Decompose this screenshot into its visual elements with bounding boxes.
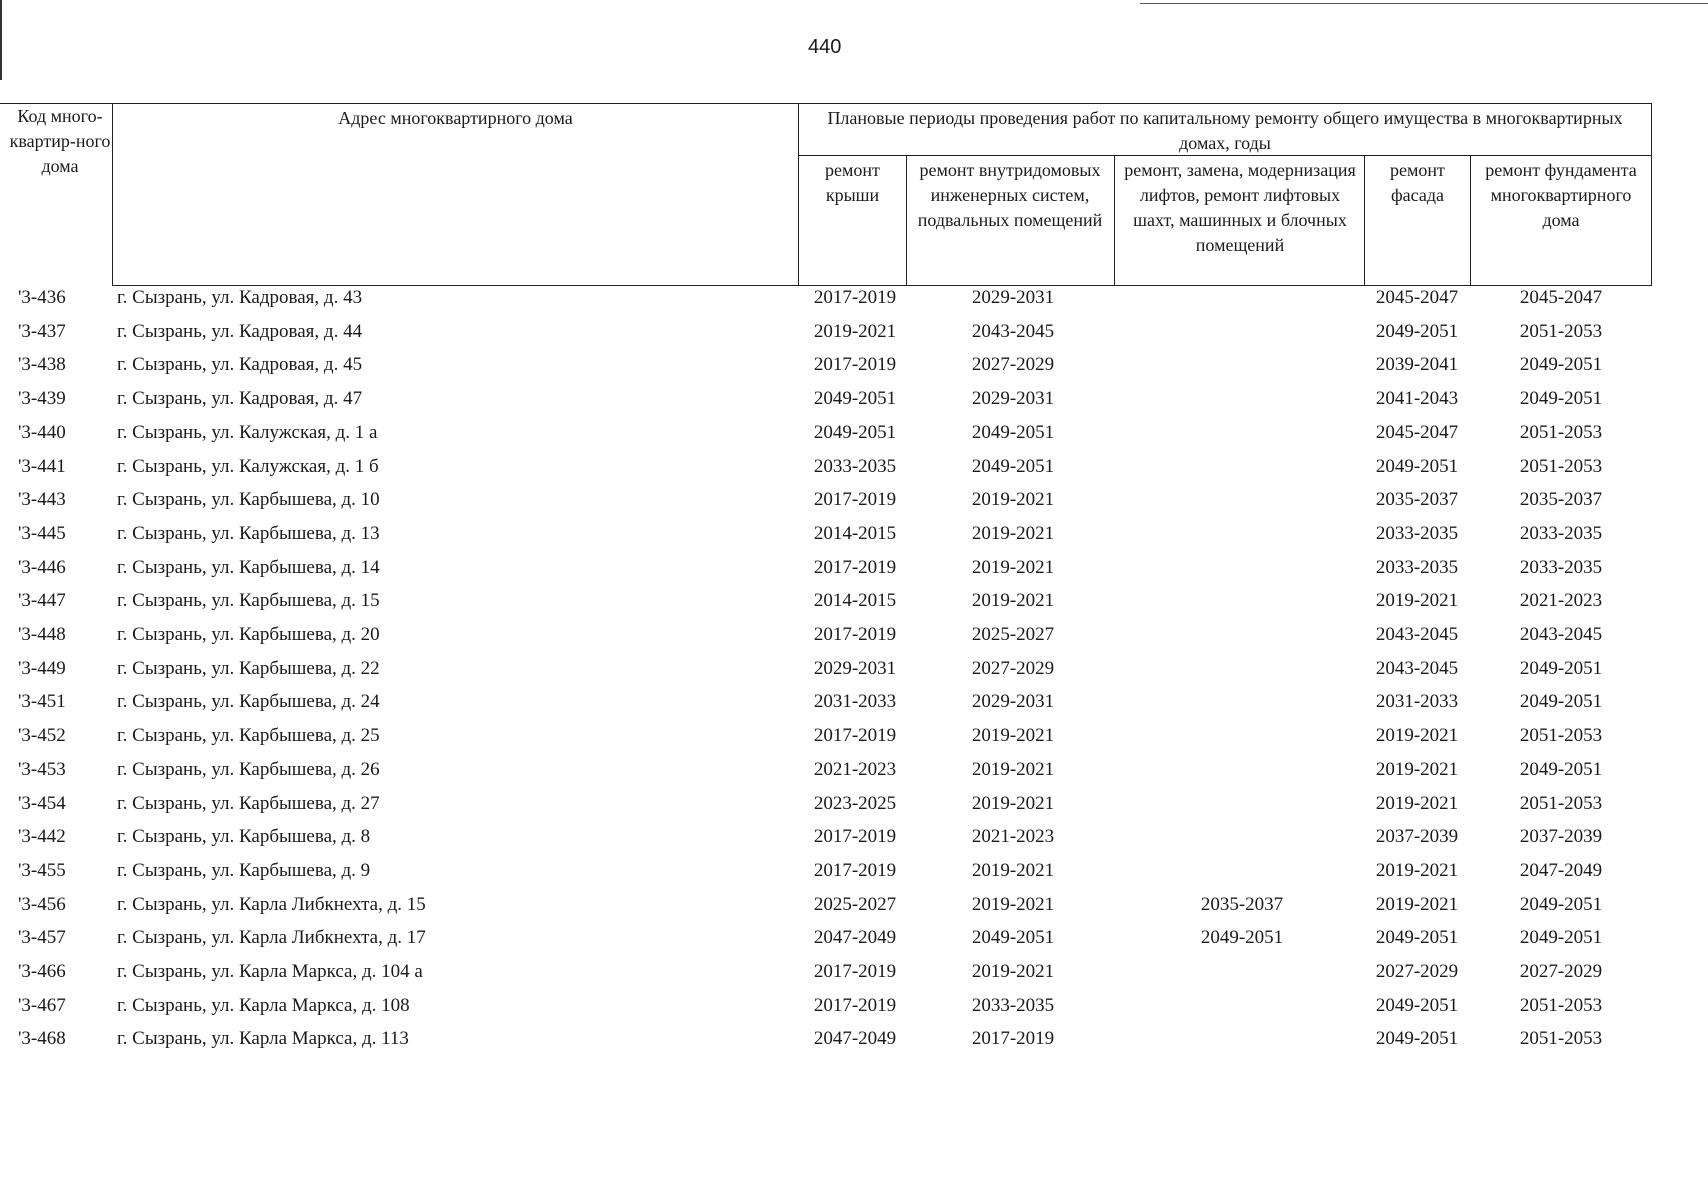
cell-code: '3-441 (18, 456, 66, 477)
cell-roof: 2021-2023 (813, 759, 897, 780)
cell-roof: 2049-2051 (813, 422, 897, 443)
cell-roof: 2049-2051 (813, 388, 897, 409)
cell-foundation: 2051-2053 (1519, 321, 1603, 342)
cell-roof: 2033-2035 (813, 456, 897, 477)
cell-facade: 2041-2043 (1375, 388, 1459, 409)
cell-engineering: 2033-2035 (971, 995, 1055, 1016)
cell-address: г. Сызрань, ул. Карбышева, д. 14 (117, 557, 380, 578)
scan-edge-top (1140, 3, 1708, 4)
cell-foundation: 2035-2037 (1519, 489, 1603, 510)
cell-roof: 2017-2019 (813, 557, 897, 578)
cell-code: '3-448 (18, 624, 66, 645)
header-foundation: ремонт фундамента многоквартирного дома (1485, 160, 1637, 230)
cell-foundation: 2049-2051 (1519, 759, 1603, 780)
cell-engineering: 2029-2031 (971, 287, 1055, 308)
cell-address: г. Сызрань, ул. Карла Либкнехта, д. 15 (117, 894, 426, 915)
cell-address: г. Сызрань, ул. Карбышева, д. 27 (117, 793, 380, 814)
cell-code: '3-440 (18, 422, 66, 443)
cell-engineering: 2019-2021 (971, 557, 1055, 578)
cell-code: '3-443 (18, 489, 66, 510)
cell-code: '3-447 (18, 590, 66, 611)
cell-roof: 2017-2019 (813, 624, 897, 645)
cell-roof: 2029-2031 (813, 658, 897, 679)
cell-engineering: 2027-2029 (971, 354, 1055, 375)
cell-foundation: 2051-2053 (1519, 422, 1603, 443)
cell-address: г. Сызрань, ул. Карла Либкнехта, д. 17 (117, 927, 426, 948)
cell-foundation: 2037-2039 (1519, 826, 1603, 847)
cell-facade: 2043-2045 (1375, 624, 1459, 645)
cell-facade: 2019-2021 (1375, 860, 1459, 881)
header-elevators: ремонт, замена, модернизация лифтов, ремонт лифтовых шахт, машинных и блочных помещений (1124, 160, 1356, 255)
header-periods-group: Плановые периоды проведения работ по капитальному ремонту общего имущества в многоквартирных домах, годы (827, 108, 1623, 153)
cell-code: '3-454 (18, 793, 66, 814)
cell-roof: 2025-2027 (813, 894, 897, 915)
cell-foundation: 2033-2035 (1519, 523, 1603, 544)
cell-facade: 2049-2051 (1375, 927, 1459, 948)
cell-address: г. Сызрань, ул. Карбышева, д. 20 (117, 624, 380, 645)
cell-facade: 2019-2021 (1375, 725, 1459, 746)
cell-roof: 2019-2021 (813, 321, 897, 342)
cell-elevators: 2049-2051 (1200, 927, 1284, 948)
cell-facade: 2019-2021 (1375, 894, 1459, 915)
cell-engineering: 2029-2031 (971, 388, 1055, 409)
cell-foundation: 2045-2047 (1519, 287, 1603, 308)
cell-code: '3-451 (18, 691, 66, 712)
cell-foundation: 2043-2045 (1519, 624, 1603, 645)
cell-address: г. Сызрань, ул. Карбышева, д. 24 (117, 691, 380, 712)
cell-address: г. Сызрань, ул. Карла Маркса, д. 113 (117, 1028, 409, 1049)
cell-foundation: 2027-2029 (1519, 961, 1603, 982)
cell-roof: 2023-2025 (813, 793, 897, 814)
cell-roof: 2017-2019 (813, 287, 897, 308)
cell-foundation: 2049-2051 (1519, 927, 1603, 948)
cell-code: '3-437 (18, 321, 66, 342)
header-facade: ремонт фасада (1390, 160, 1445, 205)
cell-facade: 2037-2039 (1375, 826, 1459, 847)
cell-code: '3-452 (18, 725, 66, 746)
cell-roof: 2017-2019 (813, 995, 897, 1016)
cell-engineering: 2049-2051 (971, 422, 1055, 443)
cell-address: г. Сызрань, ул. Кадровая, д. 43 (117, 287, 363, 308)
cell-engineering: 2025-2027 (971, 624, 1055, 645)
cell-foundation: 2033-2035 (1519, 557, 1603, 578)
cell-engineering: 2019-2021 (971, 489, 1055, 510)
cell-address: г. Сызрань, ул. Карбышева, д. 15 (117, 590, 380, 611)
cell-code: '3-449 (18, 658, 66, 679)
cell-engineering: 2049-2051 (971, 456, 1055, 477)
cell-engineering: 2019-2021 (971, 894, 1055, 915)
cell-foundation: 2049-2051 (1519, 894, 1603, 915)
cell-facade: 2049-2051 (1375, 995, 1459, 1016)
cell-facade: 2039-2041 (1375, 354, 1459, 375)
cell-address: г. Сызрань, ул. Карбышева, д. 22 (117, 658, 380, 679)
cell-address: г. Сызрань, ул. Карбышева, д. 13 (117, 523, 380, 544)
cell-foundation: 2049-2051 (1519, 354, 1603, 375)
cell-facade: 2049-2051 (1375, 456, 1459, 477)
cell-roof: 2014-2015 (813, 523, 897, 544)
cell-engineering: 2029-2031 (971, 691, 1055, 712)
cell-engineering: 2017-2019 (971, 1028, 1055, 1049)
cell-engineering: 2019-2021 (971, 590, 1055, 611)
cell-address: г. Сызрань, ул. Кадровая, д. 44 (117, 321, 363, 342)
cell-engineering: 2019-2021 (971, 523, 1055, 544)
cell-roof: 2017-2019 (813, 826, 897, 847)
cell-roof: 2031-2033 (813, 691, 897, 712)
cell-facade: 2045-2047 (1375, 287, 1459, 308)
cell-engineering: 2019-2021 (971, 725, 1055, 746)
cell-foundation: 2049-2051 (1519, 388, 1603, 409)
cell-foundation: 2051-2053 (1519, 793, 1603, 814)
cell-engineering: 2019-2021 (971, 961, 1055, 982)
cell-engineering: 2019-2021 (971, 793, 1055, 814)
cell-address: г. Сызрань, ул. Карбышева, д. 26 (117, 759, 380, 780)
cell-code: '3-442 (18, 826, 66, 847)
cell-engineering: 2027-2029 (971, 658, 1055, 679)
cell-code: '3-466 (18, 961, 66, 982)
cell-facade: 2019-2021 (1375, 759, 1459, 780)
cell-engineering: 2043-2045 (971, 321, 1055, 342)
cell-foundation: 2049-2051 (1519, 658, 1603, 679)
cell-address: г. Сызрань, ул. Калужская, д. 1 б (117, 456, 379, 477)
cell-address: г. Сызрань, ул. Калужская, д. 1 а (117, 422, 378, 443)
cell-address: г. Сызрань, ул. Кадровая, д. 47 (117, 388, 363, 409)
cell-code: '3-468 (18, 1028, 66, 1049)
cell-code: '3-455 (18, 860, 66, 881)
cell-address: г. Сызрань, ул. Карбышева, д. 25 (117, 725, 380, 746)
cell-facade: 2035-2037 (1375, 489, 1459, 510)
page-number: 440 (808, 36, 842, 58)
header-roof: ремонт крыши (825, 160, 880, 205)
cell-facade: 2033-2035 (1375, 523, 1459, 544)
cell-engineering: 2019-2021 (971, 759, 1055, 780)
cell-code: '3-445 (18, 523, 66, 544)
cell-foundation: 2051-2053 (1519, 456, 1603, 477)
cell-engineering: 2021-2023 (971, 826, 1055, 847)
cell-address: г. Сызрань, ул. Карбышева, д. 10 (117, 489, 380, 510)
cell-roof: 2017-2019 (813, 354, 897, 375)
cell-roof: 2047-2049 (813, 927, 897, 948)
cell-facade: 2031-2033 (1375, 691, 1459, 712)
cell-elevators: 2035-2037 (1200, 894, 1284, 915)
cell-facade: 2019-2021 (1375, 793, 1459, 814)
header-engineering: ремонт внутридомовых инженерных систем, подвальных помещений (917, 160, 1103, 230)
cell-code: '3-438 (18, 354, 66, 375)
cell-engineering: 2019-2021 (971, 860, 1055, 881)
cell-code: '3-436 (18, 287, 66, 308)
cell-roof: 2017-2019 (813, 961, 897, 982)
cell-foundation: 2051-2053 (1519, 1028, 1603, 1049)
cell-code: '3-446 (18, 557, 66, 578)
cell-engineering: 2049-2051 (971, 927, 1055, 948)
cell-foundation: 2049-2051 (1519, 691, 1603, 712)
cell-code: '3-453 (18, 759, 66, 780)
cell-foundation: 2021-2023 (1519, 590, 1603, 611)
cell-facade: 2049-2051 (1375, 1028, 1459, 1049)
cell-roof: 2047-2049 (813, 1028, 897, 1049)
cell-facade: 2049-2051 (1375, 321, 1459, 342)
cell-address: г. Сызрань, ул. Карла Маркса, д. 108 (117, 995, 410, 1016)
cell-address: г. Сызрань, ул. Карбышева, д. 9 (117, 860, 371, 881)
cell-code: '3-456 (18, 894, 66, 915)
header-address: Адрес многоквартирного дома (338, 108, 573, 128)
cell-address: г. Сызрань, ул. Карла Маркса, д. 104 а (117, 961, 423, 982)
cell-facade: 2027-2029 (1375, 961, 1459, 982)
cell-facade: 2045-2047 (1375, 422, 1459, 443)
cell-code: '3-457 (18, 927, 66, 948)
cell-roof: 2017-2019 (813, 860, 897, 881)
cell-code: '3-467 (18, 995, 66, 1016)
cell-address: г. Сызрань, ул. Кадровая, д. 45 (117, 354, 363, 375)
cell-roof: 2014-2015 (813, 590, 897, 611)
cell-roof: 2017-2019 (813, 725, 897, 746)
cell-foundation: 2051-2053 (1519, 995, 1603, 1016)
cell-facade: 2043-2045 (1375, 658, 1459, 679)
cell-address: г. Сызрань, ул. Карбышева, д. 8 (117, 826, 371, 847)
scan-edge-left (0, 0, 2, 80)
cell-code: '3-439 (18, 388, 66, 409)
cell-foundation: 2047-2049 (1519, 860, 1603, 881)
cell-foundation: 2051-2053 (1519, 725, 1603, 746)
cell-roof: 2017-2019 (813, 489, 897, 510)
header-code: Код много-квартир-ного дома (9, 106, 111, 176)
cell-facade: 2033-2035 (1375, 557, 1459, 578)
cell-facade: 2019-2021 (1375, 590, 1459, 611)
